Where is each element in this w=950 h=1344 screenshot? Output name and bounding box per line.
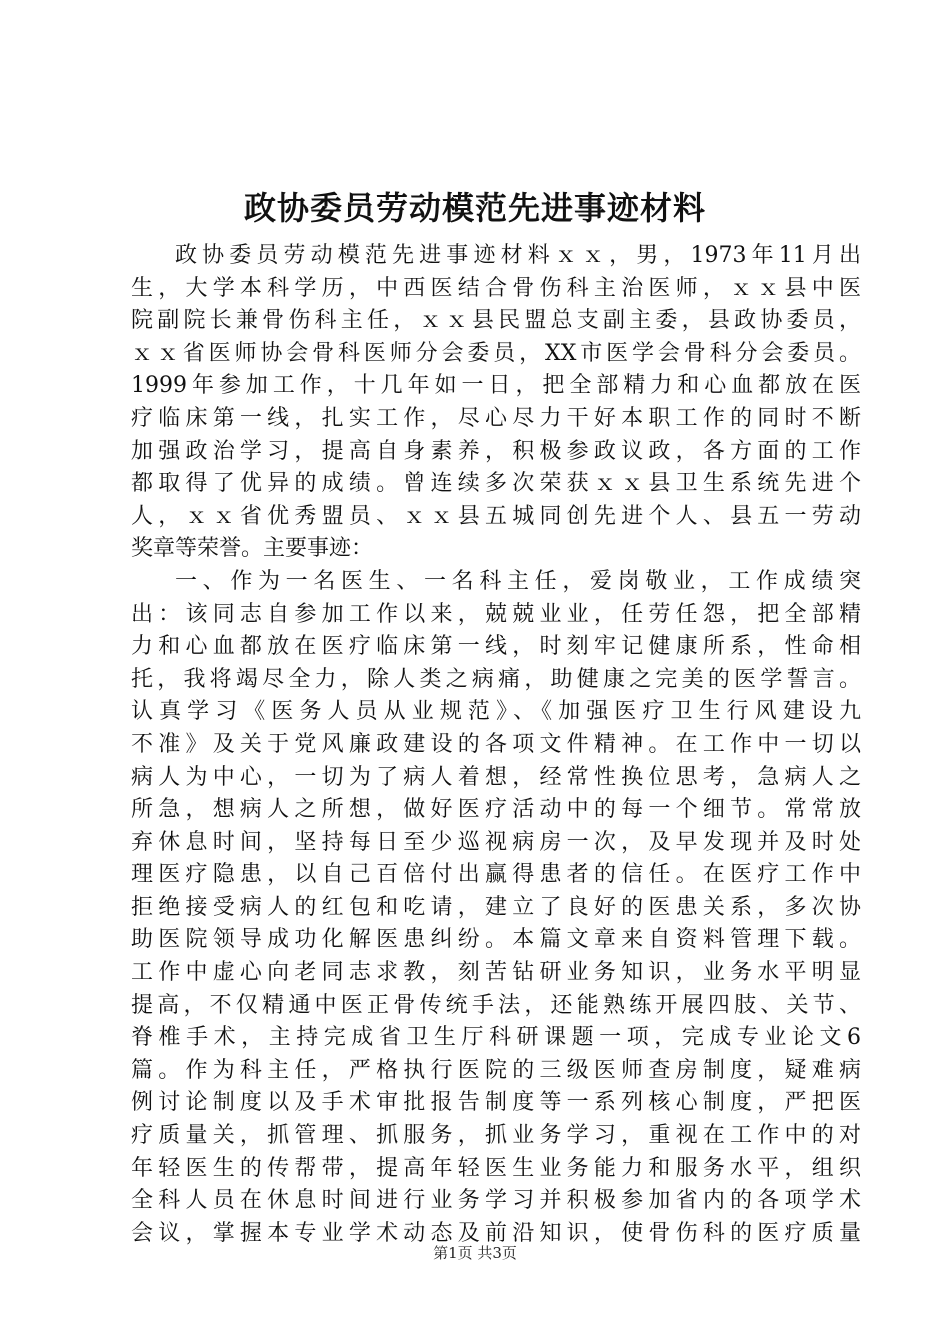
text-line: 拒绝接受病人的红包和吃请，建立了良好的医患关系，多次协 <box>131 894 861 920</box>
text-line: 1999年参加工作，十几年如一日，把全部精力和心血都放在医 <box>131 373 861 399</box>
text-line: 提高，不仅精通中医正骨传统手法，还能熟练开展四肢、关节、 <box>131 992 861 1018</box>
document-title: 政协委员劳动模范先进事迹材料 <box>243 189 706 227</box>
text-line: 病人为中心，一切为了病人着想，经常性换位思考，急病人之 <box>131 764 861 790</box>
text-line: 人，ｘｘ省优秀盟员、ｘｘ县五城同创先进个人、县五一劳动 <box>131 503 861 529</box>
text-line: 加强政治学习，提高自身素养，积极参政议政，各方面的工作 <box>131 438 861 464</box>
text-line: 助医院领导成功化解医患纠纷。本篇文章来自资料管理下载。 <box>131 927 861 953</box>
text-line: 年轻医生的传帮带，提高年轻医生业务能力和服务水平，组织 <box>131 1155 861 1181</box>
text-line: 政协委员劳动模范先进事迹材料ｘｘ，男，1973年11月出 <box>175 243 861 268</box>
text-line: ｘｘ省医师协会骨科医师分会委员，XX市医学会骨科分会委员。 <box>131 340 861 366</box>
text-line: 出：该同志自参加工作以来，兢兢业业，任劳任怨，把全部精 <box>131 601 861 627</box>
document-body <box>131 240 861 1250</box>
text-line: 力和心血都放在医疗临床第一线，时刻牢记健康所系，性命相 <box>131 634 861 660</box>
text-line: 弃休息时间，坚持每日至少巡视病房一次，及早发现并及时处 <box>131 829 861 855</box>
text-line: 托，我将竭尽全力，除人类之病痛，助健康之完美的医学誓言。 <box>131 666 861 692</box>
text-line: 全科人员在休息时间进行业务学习并积极参加省内的各项学术 <box>131 1188 861 1214</box>
text-line: 所急，想病人之所想，做好医疗活动中的每一个细节。常常放 <box>131 797 861 823</box>
text-line: 不准》及关于党风廉政建设的各项文件精神。在工作中一切以 <box>131 731 861 757</box>
text-line: 一、作为一名医生、一名科主任，爱岗敬业，工作成绩突 <box>175 568 861 594</box>
text-line: 理医疗隐患，以自己百倍付出赢得患者的信任。在医疗工作中 <box>131 862 861 888</box>
text-line: 工作中虚心向老同志求教，刻苦钻研业务知识，业务水平明显 <box>131 960 861 986</box>
text-line: 例讨论制度以及手术审批报告制度等一系列核心制度，严把医 <box>131 1090 861 1116</box>
text-line: 疗质量关，抓管理、抓服务，抓业务学习，重视在工作中的对 <box>131 1123 861 1149</box>
page-number-footer: 第1页 共3页 <box>433 1244 517 1262</box>
text-line: 疗临床第一线，扎实工作，尽心尽力干好本职工作的同时不断 <box>131 405 861 431</box>
text-line: 认真学习《医务人员从业规范》、《加强医疗卫生行风建设九 <box>131 699 861 725</box>
text-line: 生，大学本科学历，中西医结合骨伤科主治医师，ｘｘ县中医 <box>131 275 861 301</box>
text-line: 脊椎手术，主持完成省卫生厅科研课题一项，完成专业论文6 <box>131 1025 861 1051</box>
text-line: 会议，掌握本专业学术动态及前沿知识，使骨伤科的医疗质量 <box>131 1220 861 1246</box>
text-line: 都取得了优异的成绩。曾连续多次荣获ｘｘ县卫生系统先进个 <box>131 471 861 497</box>
text-line: 院副院长兼骨伤科主任，ｘｘ县民盟总支副主委，县政协委员， <box>131 308 861 334</box>
text-line: 奖章等荣誉。主要事迹： <box>131 536 374 562</box>
text-line: 篇。作为科主任，严格执行医院的三级医师查房制度，疑难病 <box>131 1057 861 1083</box>
